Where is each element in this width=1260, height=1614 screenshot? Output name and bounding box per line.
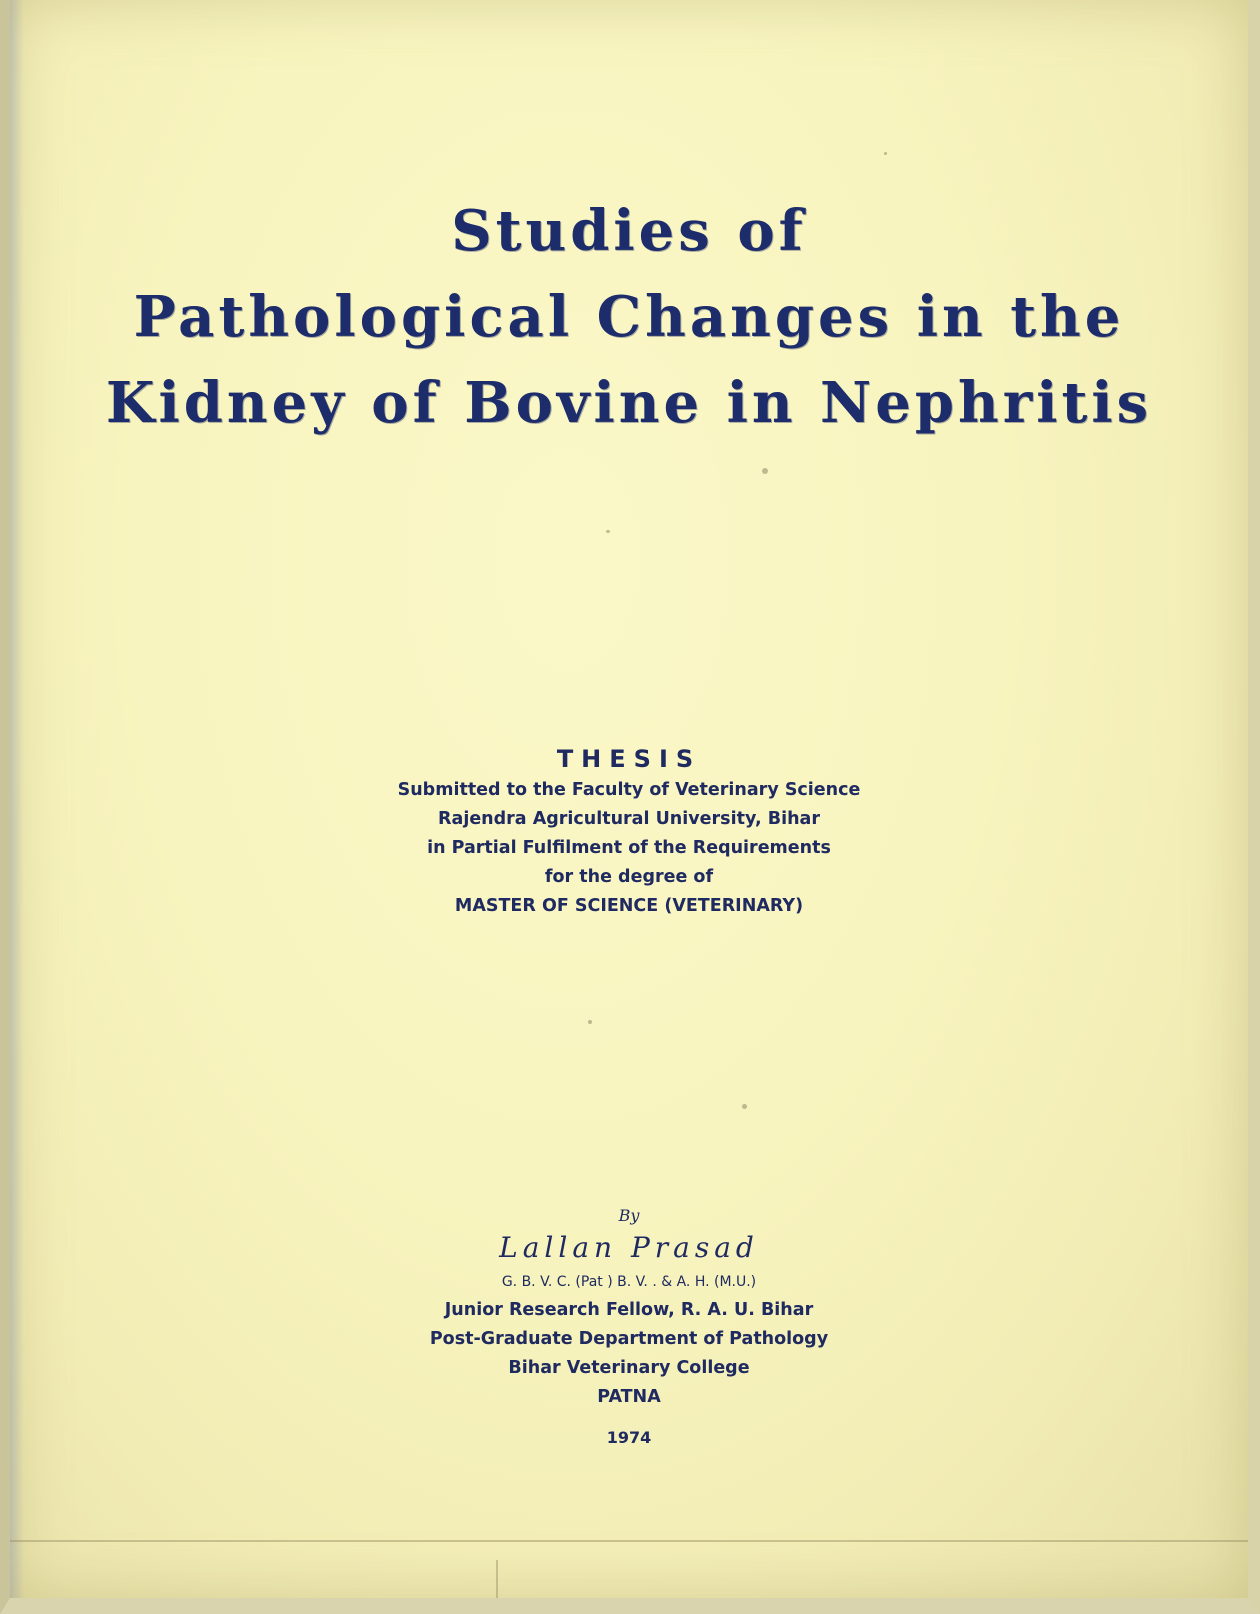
author-qualifications: G. B. V. C. (Pat ) B. V. . & A. H. (M.U.) (501, 1274, 757, 1290)
thesis-line-fulfilment: in Partial Fulfilment of the Requirements (427, 838, 831, 858)
thesis-heading: THESIS (556, 745, 702, 773)
title-line-1: Studies of (451, 198, 807, 264)
paper-speck (606, 530, 610, 533)
by-label: By (618, 1206, 640, 1225)
author-block (10, 1204, 1248, 1452)
author-department: Post-Graduate Department of Pathology (429, 1329, 829, 1349)
paper-crease (10, 1540, 1248, 1542)
thesis-statement (10, 742, 1248, 921)
publication-year: 1974 (606, 1428, 652, 1447)
paper-crease (496, 1560, 498, 1598)
paper-speck (742, 1104, 747, 1109)
title-line-3: Kidney of Bovine in Nephritis (105, 370, 1153, 436)
thesis-line-degree: MASTER OF SCIENCE (VETERINARY) (454, 896, 804, 916)
thesis-line-degree-intro: for the degree of (544, 867, 714, 887)
paper-speck (884, 152, 887, 155)
paper-speck (762, 468, 768, 474)
author-position: Junior Research Fellow, R. A. U. Bihar (444, 1300, 814, 1320)
author-college: Bihar Veterinary College (508, 1358, 750, 1378)
author-city: PATNA (597, 1387, 661, 1407)
cover-title (10, 188, 1248, 446)
title-line-2: Pathological Changes in the (133, 284, 1125, 350)
paper-speck (588, 1020, 592, 1024)
thesis-line-faculty: Submitted to the Faculty of Veterinary Science (397, 780, 861, 800)
thesis-line-university: Rajendra Agricultural University, Bihar (438, 809, 820, 829)
author-name: Lallan Prasad (499, 1231, 759, 1264)
